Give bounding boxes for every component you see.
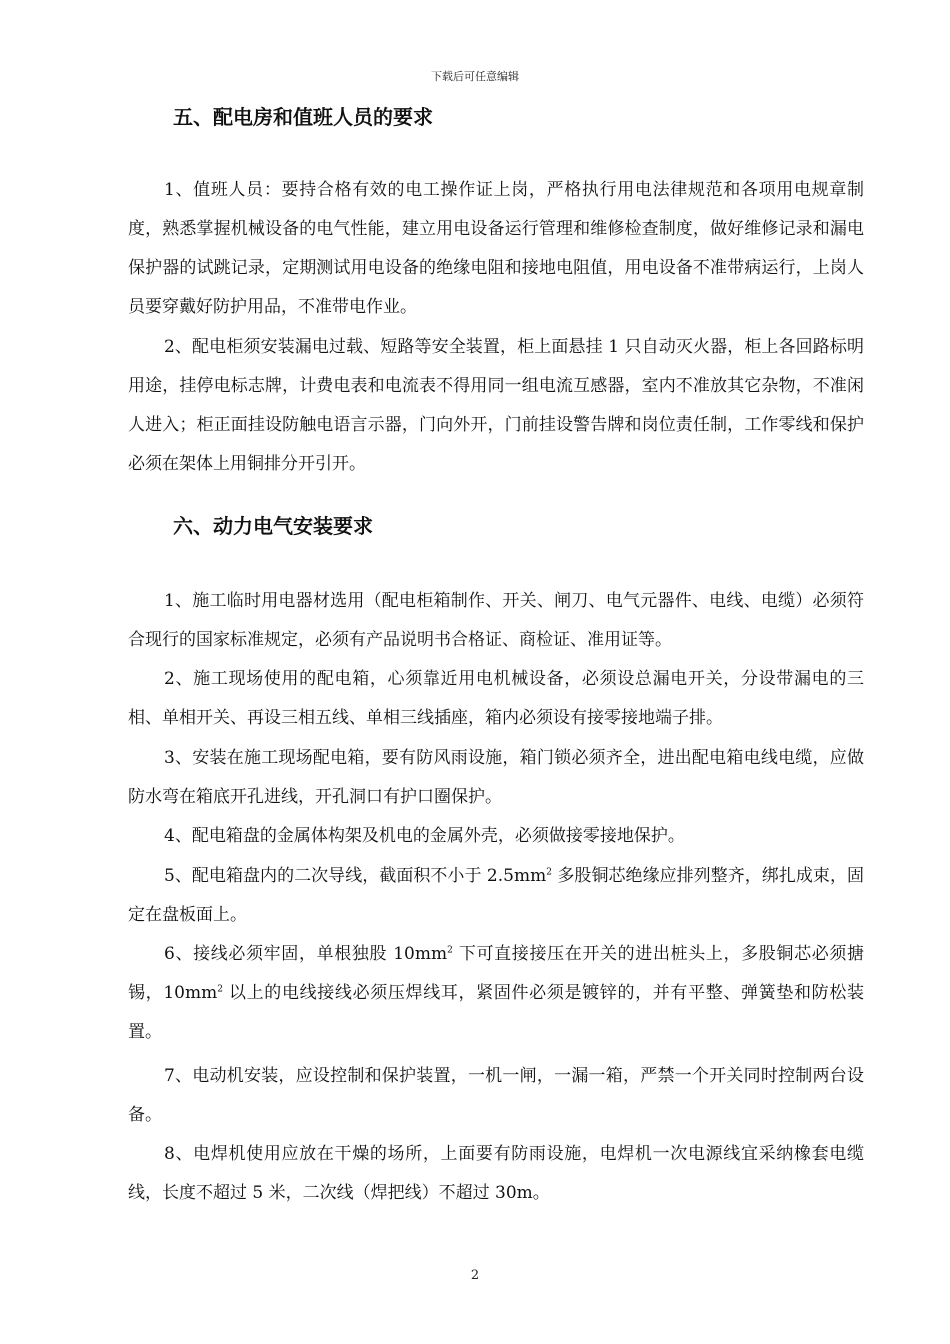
section-5-heading: 五、配电房和值班人员的要求 — [173, 105, 433, 129]
page-number: 2 — [470, 1268, 480, 1283]
item-5-text-a: 5、配电箱盘内的二次导线，截面积不小于 2.5mm — [164, 866, 547, 886]
section-6-item-1: 1、施工临时用电器材选用（配电柜箱制作、开关、闸刀、电气元器件、电线、电缆）必须符合现行的国家标准规定，必须有产品说明书合格证、商检证、准用证等。 — [128, 591, 864, 650]
section-5-item-2: 2、配电柜须安装漏电过载、短路等安全装置，柜上面悬挂 1 只自动灭火器，柜上各回路标明用途，挂停电标志牌，计费电表和电流表不得用同一组电流互感器，室内不准放其它杂物，不准闲人进入；柜正面挂设防触电语言示器，门向外开，门前挂设警告牌和岗位责任制，工作零线和保护必须在架体上用铜排分开引开。 — [128, 337, 864, 474]
section-6-item-8: 8、电焊机使用应放在干燥的场所，上面要有防雨设施，电焊机一次电源线宜采纳橡套电缆线，长度不超过 5 米，二次线（焊把线）不超过 30m。 — [128, 1144, 864, 1203]
section-6-item-3: 3、安装在施工现场配电箱，要有防风雨设施，箱门锁必须齐全，进出配电箱电线电缆，应做防水弯在箱底开孔进线，开孔洞口有护口圈保护。 — [128, 748, 864, 807]
section-6-item-5 — [128, 857, 864, 935]
header-note: 下载后可任意编辑 — [431, 70, 519, 83]
item-6-text-b: 下可直接接压在开关的进出桩头上，多股铜芯必须搪锡，10mm — [128, 944, 865, 1003]
superscript: 2 — [217, 984, 223, 995]
item-6-text-a: 6、接线必须牢固，单根独股 10mm — [164, 944, 448, 964]
item-5-text-b: 多股铜芯绝缘应排列整齐，绑扎成束，固定在盘板面上。 — [128, 866, 865, 925]
item-6-text-c: 以上的电线接线必须压焊线耳，紧固件必须是镀锌的，并有平整、弹簧垫和防松装置。 — [128, 983, 864, 1042]
section-6-item-6 — [128, 935, 864, 1052]
section-5-item-1: 1、值班人员：要持合格有效的电工操作证上岗，严格执行用电法律规范和各项用电规章制度，熟悉掌握机械设备的电气性能，建立用电设备运行管理和维修检查制度，做好维修记录和漏电保护器的试跳记录，定期测试用电设备的绝缘电阻和接地电阻值，用电设备不准带病运行，上岗人员要穿戴好防护用品，不准带电作业。 — [128, 180, 864, 317]
section-6-item-4: 4、配电箱盘的金属体构架及机电的金属外壳，必须做接零接地保护。 — [164, 826, 685, 846]
superscript: 2 — [447, 945, 453, 956]
section-6-heading: 六、动力电气安装要求 — [173, 514, 373, 538]
superscript: 2 — [546, 867, 552, 878]
section-6-item-7: 7、电动机安装，应设控制和保护装置，一机一闸，一漏一箱，严禁一个开关同时控制两台设备。 — [128, 1066, 864, 1125]
section-6-item-2: 2、施工现场使用的配电箱，心须靠近用电机械设备，必须设总漏电开关，分设带漏电的三相、单相开关、再设三相五线、单相三线插座，箱内必须设有接零接地端子排。 — [128, 669, 864, 728]
